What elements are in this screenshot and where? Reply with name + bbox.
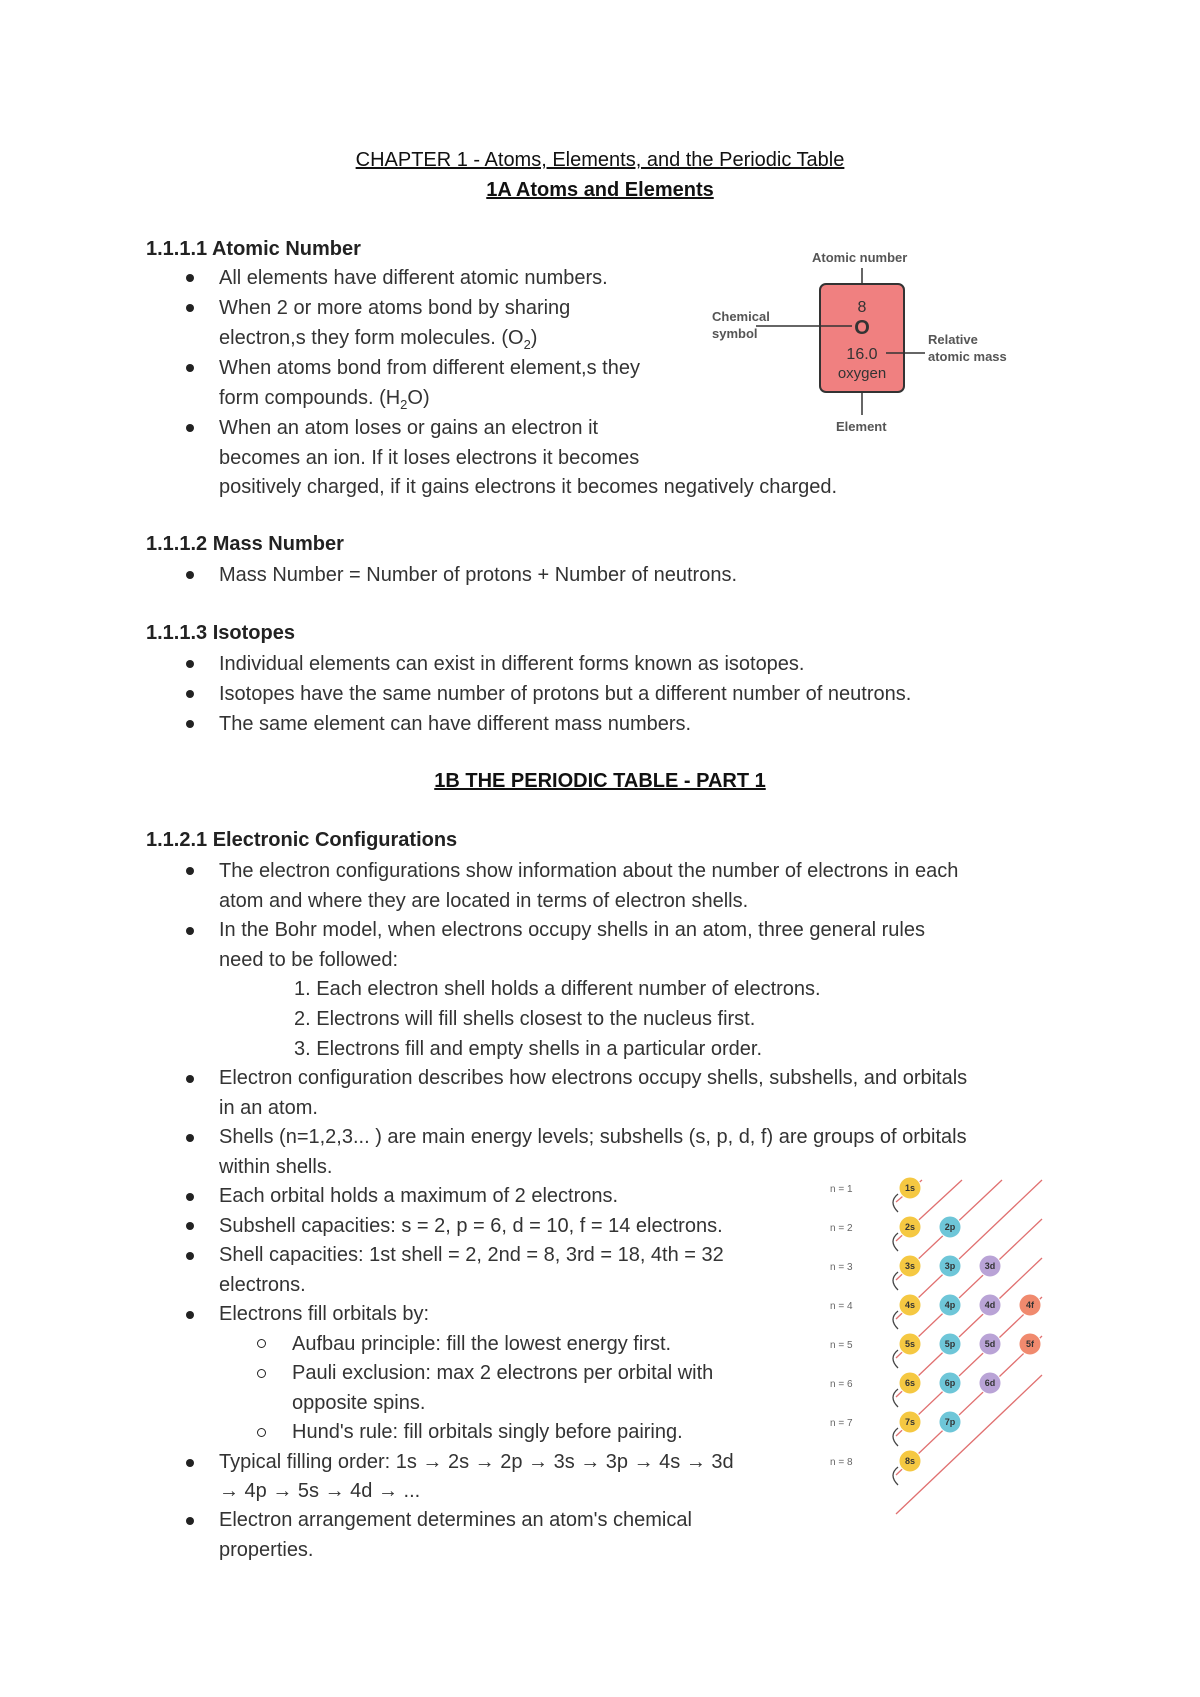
- list-item: Subshell capacities: s = 2, p = 6, d = 10, f = 14 electrons.: [219, 1215, 723, 1237]
- bullet-icon: [186, 1134, 194, 1142]
- orbital-label: 4s: [904, 1300, 916, 1310]
- orbital-label: 6d: [984, 1378, 996, 1388]
- list-item: Individual elements can exist in different forms known as isotopes.: [219, 653, 805, 675]
- list-item: Electron configuration describes how electrons occupy shells, subshells, and orbitals: [219, 1067, 968, 1089]
- orbital-label: 3s: [904, 1261, 916, 1271]
- electronic-config-heading: 1.1.2.1 Electronic Configurations: [146, 829, 458, 851]
- order-loop: [893, 1272, 898, 1290]
- bullet-icon: [186, 274, 194, 282]
- list-item-continued: electron,s they form molecules. $(O_2)$: [219, 327, 538, 352]
- tile-mass: 16.0: [846, 346, 878, 363]
- list-item: Each orbital holds a maximum of 2 electrons.: [219, 1185, 619, 1207]
- list-item: Isotopes have the same number of protons but a different number of neutrons.: [219, 683, 912, 705]
- aufbau-diagram: [830, 1170, 1070, 1515]
- list-item-continued: in an atom.: [219, 1097, 318, 1119]
- bullet-icon: [186, 1193, 194, 1201]
- element-tile-diagram: [700, 240, 1030, 440]
- order-loop: [893, 1467, 898, 1485]
- list-item-continued: atom and where they are located in terms of electron shells.: [219, 890, 749, 912]
- tile-atomic-number: 8: [857, 299, 867, 316]
- list-item: The same element can have different mass numbers.: [219, 713, 692, 735]
- bullet-icon: [186, 1222, 194, 1230]
- list-item: When atoms bond from different element,s they: [219, 357, 640, 379]
- order-loop: [893, 1233, 898, 1251]
- atomic-number-label: Atomic number: [812, 250, 908, 265]
- shell-label: n = 8: [830, 1457, 853, 1468]
- list-item-continued: properties.: [219, 1539, 314, 1561]
- bullet-icon: [186, 660, 194, 668]
- list-item: When an atom loses or gains an electron it: [219, 417, 599, 439]
- tile-element-name: oxygen: [837, 365, 887, 382]
- orbital-label: 4d: [984, 1300, 996, 1310]
- bullet-icon: [186, 720, 194, 728]
- bullet-icon: [186, 1075, 194, 1083]
- list-item: Typical filling order: 1s → 2s → 2p → 3s → 3p → 4s → 3d: [219, 1451, 734, 1473]
- order-loop: [893, 1194, 898, 1212]
- isotopes-heading: 1.1.1.3 Isotopes: [146, 622, 295, 644]
- orbital-label: 5d: [984, 1339, 996, 1349]
- bullet-icon: [186, 867, 194, 875]
- bullet-icon: [186, 571, 194, 579]
- sub-bullet-icon: [257, 1369, 266, 1378]
- bullet-icon: [186, 1252, 194, 1260]
- section-1a-title: 1A Atoms and Elements: [486, 179, 714, 201]
- shell-label: n = 4: [830, 1301, 853, 1312]
- list-item: Shell capacities: 1st shell = 2, 2nd = 8, 3rd = 18, 4th = 32: [219, 1244, 724, 1266]
- sub-bullet-icon: [257, 1428, 266, 1437]
- orbital-label: 7s: [904, 1417, 916, 1427]
- orbital-label: 1s: [904, 1183, 916, 1193]
- order-loop: [893, 1428, 898, 1446]
- atomic-number-heading: 1.1.1.1 Atomic Number: [146, 238, 361, 260]
- list-item: In the Bohr model, when electrons occupy shells in an atom, three general rules: [219, 919, 925, 941]
- chemical-symbol-label: Chemical: [712, 309, 770, 324]
- list-item: All elements have different atomic numbers.: [219, 267, 608, 289]
- list-item: Electron arrangement determines an atom's chemical: [219, 1509, 692, 1531]
- chapter-title: CHAPTER 1 - Atoms, Elements, and the Periodic Table: [355, 149, 845, 171]
- shell-label: n = 6: [830, 1379, 853, 1390]
- sub-list-item: Aufbau principle: fill the lowest energy first.: [292, 1333, 672, 1355]
- list-item-continued: becomes an ion. If it loses electrons it becomes: [219, 447, 640, 469]
- list-item-continued: electrons.: [219, 1274, 306, 1296]
- list-item: Mass Number = Number of protons + Number of neutrons.: [219, 564, 738, 586]
- order-loop: [893, 1350, 898, 1368]
- sub-bullet-icon: [257, 1339, 266, 1348]
- bullet-icon: [186, 1459, 194, 1467]
- shell-label: n = 2: [830, 1223, 853, 1234]
- bullet-icon: [186, 304, 194, 312]
- orbital-label: 7p: [944, 1417, 956, 1427]
- sub-list-item-continued: opposite spins.: [292, 1392, 426, 1414]
- orbital-label: 5p: [944, 1339, 956, 1349]
- relative-mass-label: Relative: [928, 332, 978, 347]
- orbital-label: 2s: [904, 1222, 916, 1232]
- sub-list-item: Hund's rule: fill orbitals singly before pairing.: [292, 1421, 683, 1443]
- order-loop: [893, 1389, 898, 1407]
- orbital-label: 3p: [944, 1261, 956, 1271]
- list-item-continued: → 4p → 5s → 4d → ...: [219, 1480, 421, 1502]
- list-item-continued: positively charged, if it gains electrons it becomes negatively charged.: [219, 476, 838, 498]
- order-loop: [893, 1311, 898, 1329]
- list-item-continued: need to be followed:: [219, 949, 399, 971]
- list-item-continued: within shells.: [219, 1156, 333, 1178]
- orbital-label: 3d: [984, 1261, 996, 1271]
- section-1b-title: 1B THE PERIODIC TABLE - PART 1: [434, 770, 766, 792]
- bullet-icon: [186, 364, 194, 372]
- orbital-label: 6s: [904, 1378, 916, 1388]
- list-item: When 2 or more atoms bond by sharing: [219, 297, 571, 319]
- element-label: Element: [836, 419, 887, 434]
- numbered-item: 2. Electrons will fill shells closest to the nucleus first.: [294, 1008, 756, 1030]
- list-item: Electrons fill orbitals by:: [219, 1303, 430, 1325]
- shell-label: n = 5: [830, 1340, 853, 1351]
- filling-order-arrow: [896, 1375, 1042, 1514]
- chemical-symbol-label-2: symbol: [712, 326, 758, 341]
- bullet-icon: [186, 1311, 194, 1319]
- numbered-item: 1. Each electron shell holds a different number of electrons.: [294, 978, 821, 1000]
- shell-label: n = 3: [830, 1262, 853, 1273]
- orbital-label: 5s: [904, 1339, 916, 1349]
- relative-mass-label-2: atomic mass: [928, 349, 1007, 364]
- bullet-icon: [186, 927, 194, 935]
- orbital-label: 4f: [1025, 1300, 1035, 1310]
- shell-label: n = 7: [830, 1418, 853, 1429]
- list-item-continued: form compounds. $(H_2O)$: [219, 387, 430, 412]
- bullet-icon: [186, 690, 194, 698]
- numbered-item: 3. Electrons fill and empty shells in a particular order.: [294, 1038, 762, 1060]
- shell-label: n = 1: [830, 1184, 853, 1195]
- list-item: The electron configurations show information about the number of electrons in each: [219, 860, 959, 882]
- list-item: Shells (n=1,2,3... ) are main energy levels; subshells (s, p, d, f) are groups of orbitals: [219, 1126, 967, 1148]
- orbital-label: 4p: [944, 1300, 956, 1310]
- orbital-label: 8s: [904, 1456, 916, 1466]
- tile-symbol: O: [854, 317, 870, 339]
- orbital-label: 6p: [944, 1378, 956, 1388]
- mass-number-heading: 1.1.1.2 Mass Number: [146, 533, 344, 555]
- orbital-label: 2p: [944, 1222, 956, 1232]
- bullet-icon: [186, 1517, 194, 1525]
- bullet-icon: [186, 424, 194, 432]
- orbital-label: 5f: [1025, 1339, 1035, 1349]
- sub-list-item: Pauli exclusion: max 2 electrons per orbital with: [292, 1362, 714, 1384]
